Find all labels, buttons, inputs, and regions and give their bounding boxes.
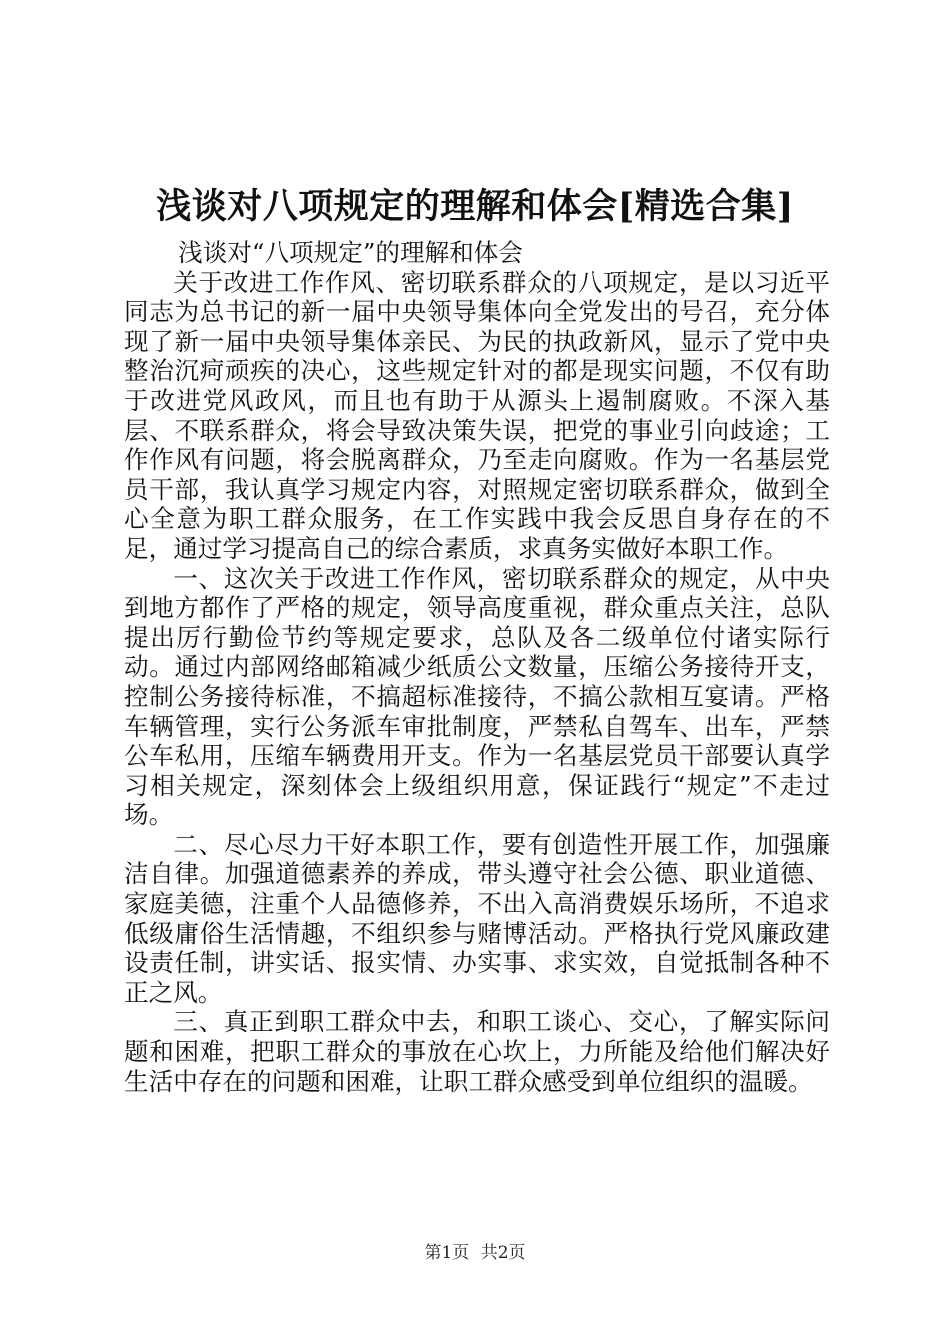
document-body	[124, 238, 830, 1096]
document-title: 浅谈对八项规定的理解和体会[精选合集]	[156, 186, 794, 227]
page-footer	[0, 1241, 950, 1265]
page-number-total: 共2页	[480, 1243, 526, 1263]
document-subtitle: 浅谈对“八项规定”的理解和体会	[178, 238, 523, 267]
paragraph-point-one: 一、这次关于改进工作作风，密切联系群众的规定，从中央到地方都作了严格的规定，领导高度重视，群众重点关注，总队提出厉行勤俭节约等规定要求，总队及各二级单位付诸实际行动。通过内部网络邮箱减少纸质公文数量，压缩公务接待开支，控制公务接待标准，不搞超标准接待，不搞公款相互宴请。严格车辆管理，实行公务派车审批制度，严禁私自驾车、出车，严禁公车私用，压缩车辆费用开支。作为一名基层党员干部要认真学习相关规定，深刻体会上级组织用意，保证践行“规定”不走过场。	[124, 563, 830, 830]
paragraph-intro: 关于改进工作作风、密切联系群众的八项规定，是以习近平同志为总书记的新一届中央领导集体向全党发出的号召，充分体现了新一届中央领导集体亲民、为民的执政新风，显示了党中央整治沉疴顽疾的决心，这些规定针对的都是现实问题，不仅有助于改进党风政风，而且也有助于从源头上遏制腐败。不深入基层、不联系群众，将会导致决策失误，把党的事业引向歧途；工作作风有问题，将会脱离群众，乃至走向腐败。作为一名基层党员干部，我认真学习规定内容，对照规定密切联系群众，做到全心全意为职工群众服务，在工作实践中我会反思自身存在的不足，通过学习提高自己的综合素质，求真务实做好本职工作。	[124, 267, 830, 563]
page-number-current: 第1页	[424, 1243, 470, 1263]
paragraph-point-three: 三、真正到职工群众中去，和职工谈心、交心，了解实际问题和困难，把职工群众的事放在心坎上，力所能及给他们解决好生活中存在的问题和困难，让职工群众感受到单位组织的温暖。	[124, 1007, 830, 1096]
paragraph-point-two: 二、尽心尽力干好本职工作，要有创造性开展工作，加强廉洁自律。加强道德素养的养成，带头遵守社会公德、职业道德、家庭美德，注重个人品德修养，不出入高消费娱乐场所，不追求低级庸俗生活情趣，不组织参与赌博活动。严格执行党风廉政建设责任制，讲实话、报实情、办实事、求实效，自觉抵制各种不正之风。	[124, 829, 830, 1007]
